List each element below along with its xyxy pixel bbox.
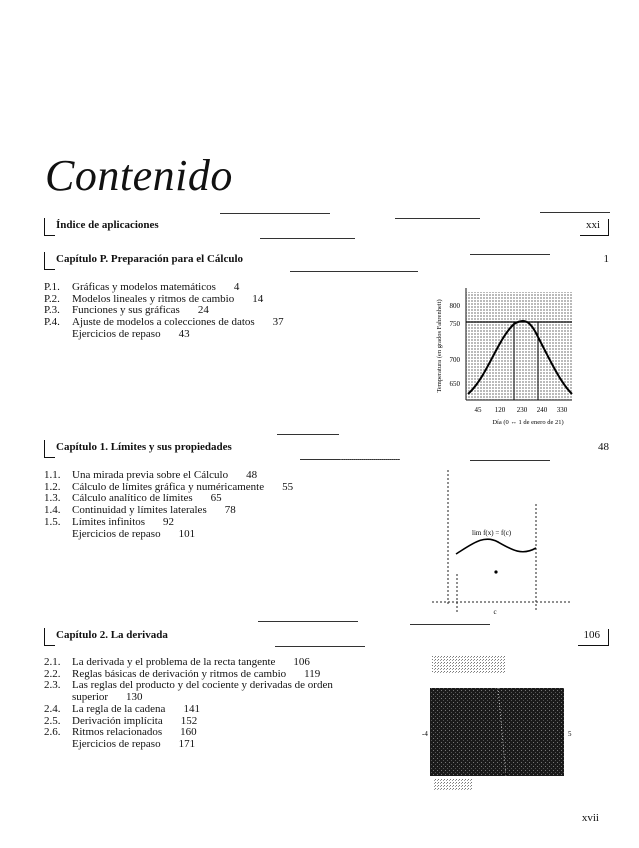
decorative-rule [275, 646, 365, 647]
decorative-rule [277, 434, 339, 435]
limit-figure [432, 464, 582, 614]
toc-entry-2-3[interactable]: 2.3. Las reglas del producto y del cociente y derivadas de orden superior 130 [44, 679, 333, 704]
index-applications-heading [44, 216, 609, 236]
section-bracket [44, 218, 55, 236]
page-number: xvii [581, 812, 599, 824]
page-title: Contenido [45, 151, 233, 200]
right-tick: 5 [568, 730, 572, 738]
toc-entry-2-5[interactable]: 2.5. Derivación implícita 152 [44, 714, 198, 727]
temperature-figure [432, 282, 582, 432]
toc-entry-1-1[interactable]: 1.1. Una mirada previa sobre el Cálculo 48 [44, 469, 258, 481]
toc-entry-p2[interactable]: P.2. Modelos lineales y ritmos de cambio 14 [44, 292, 264, 305]
toc-entry-p3[interactable]: P.3. Funciones y sus gráficas 24 [44, 304, 209, 317]
left-tick: -4 [422, 730, 428, 738]
decorative-rule [540, 212, 610, 213]
xtick: 240 [536, 406, 548, 414]
index-applications-page: xxi [580, 219, 609, 236]
decorative-rule [470, 254, 550, 255]
derivative-figure [420, 652, 585, 797]
chapter-p-section-list [44, 282, 284, 341]
ytick: 650 [449, 380, 460, 388]
plot-area [430, 688, 564, 776]
toc-entry-p4[interactable]: P.4. Ajuste de modelos a colecciones de datos 37 [44, 316, 284, 329]
chapter-2-page: 106 [578, 629, 610, 646]
xtick: 120 [494, 406, 506, 414]
toc-entry-2-6[interactable]: 2.6. Ritmos relacionados 160 [44, 726, 197, 739]
toc-entry-2-4[interactable]: 2.4. La regla de la cadena 141 [44, 702, 200, 715]
ytick: 800 [449, 302, 460, 310]
toc-entry-2-review[interactable]: Ejercicios de repaso 171 [72, 737, 196, 750]
toc-entry-1-2[interactable]: 1.2. Cálculo de límites gráfica y numéricamente 55 [44, 480, 294, 493]
xtick: 45 [474, 406, 482, 414]
toc-entry-2-2[interactable]: 2.2. Reglas básicas de derivación y ritmos de cambio 119 [44, 667, 321, 680]
toc-entry-1-review[interactable]: Ejercicios de repaso 101 [72, 527, 196, 540]
point-marker [494, 570, 497, 573]
function-curve [456, 539, 536, 554]
toc-entry-p-review[interactable]: Ejercicios de repaso 43 [72, 327, 190, 340]
decorative-rule [290, 271, 418, 272]
chapter-2-section-list [44, 657, 392, 751]
bottom-tick: -4 [502, 770, 508, 778]
decorative-rule [220, 213, 330, 214]
section-bracket [44, 440, 55, 458]
chapter-p-title: Capítulo P. Preparación para el Cálculo [56, 253, 243, 265]
ytick: 750 [449, 320, 460, 328]
toc-entry-p1[interactable]: P.1. Gráficas y modelos matemáticos 4 [44, 281, 240, 293]
section-bracket [44, 252, 55, 270]
xlabel: Día (0 ↔ 1 de enero de 21) [492, 419, 564, 426]
decorative-rule [410, 624, 490, 625]
toc-entry-2-1[interactable]: 2.1. La derivada y el problema de la recta tangente 106 [44, 656, 310, 668]
chapter-2-heading [44, 626, 609, 646]
chapter-p-heading [44, 250, 609, 270]
figure-footer-graphic [434, 778, 472, 790]
toc-entry-1-3[interactable]: 1.3. Cálculo analítico de límites 65 [44, 492, 222, 505]
ytick: 700 [449, 356, 460, 364]
xtick: 230 [516, 406, 528, 414]
c-label: c [493, 608, 497, 614]
index-applications-title: Índice de aplicaciones [56, 219, 159, 231]
chapter-1-title: Capítulo 1. Límites y sus propiedades [56, 441, 232, 453]
decorative-rule [395, 218, 480, 219]
chapter-1-section-list [44, 470, 293, 540]
decorative-rule [340, 459, 400, 460]
limit-label: lim f(x) = f(c) [472, 529, 512, 537]
section-bracket [44, 628, 55, 646]
chart-plot-area [466, 292, 572, 400]
toc-entry-1-5[interactable]: 1.5. Límites infinitos 92 [44, 515, 175, 528]
ylabel: Temperatura (en grados Fahrenheit) [436, 299, 443, 393]
chapter-1-heading [44, 438, 609, 458]
chapter-1-page: 48 [598, 441, 609, 453]
decorative-rule [258, 621, 358, 622]
chapter-2-title: Capítulo 2. La derivada [56, 629, 168, 641]
xtick: 330 [556, 406, 568, 414]
chapter-p-page: 1 [603, 253, 609, 265]
toc-entry-1-4[interactable]: 1.4. Continuidad y límites laterales 78 [44, 504, 236, 517]
decorative-rule [470, 460, 550, 461]
figure-caption-graphic [432, 656, 506, 674]
decorative-rule [260, 238, 355, 239]
